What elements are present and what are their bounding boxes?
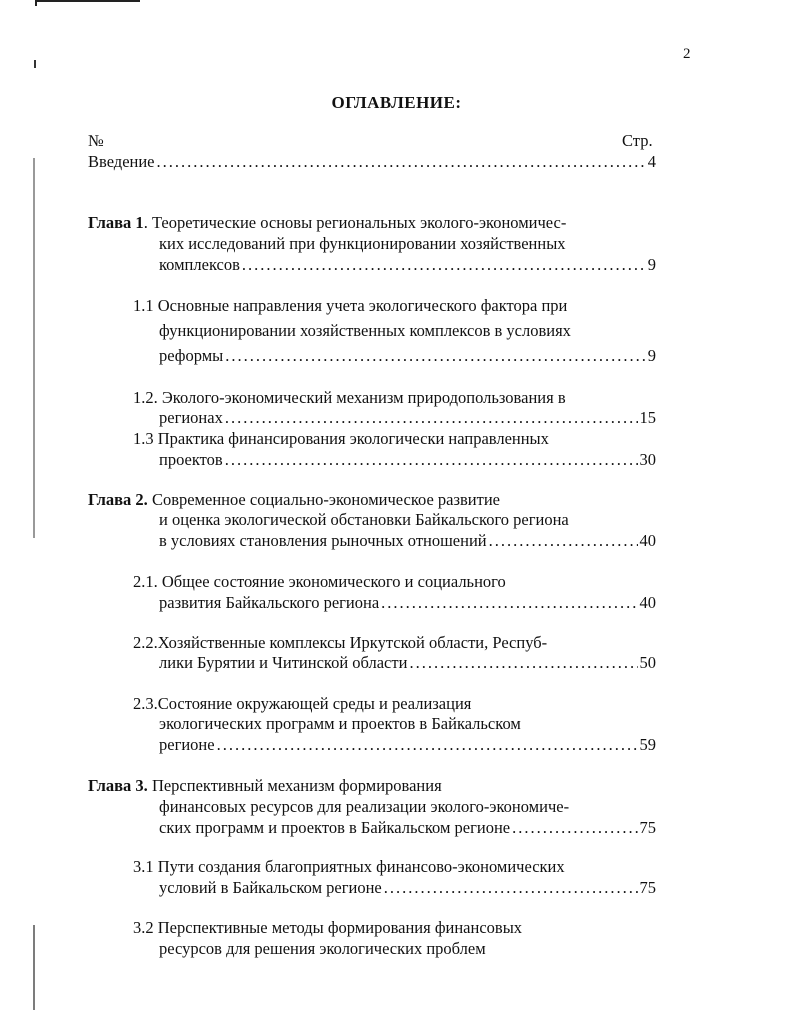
toc-chapter-3-line-2: финансовых ресурсов для реализации эколого-экономиче-: [159, 797, 570, 816]
leader-dots: [384, 878, 638, 898]
leader-dots: [225, 450, 638, 470]
scan-edge-line: [35, 0, 140, 2]
leader-dots: [157, 152, 646, 172]
toc-page-number: 15: [639, 408, 656, 427]
toc-section-1-3: 1.3 Практика финансирования экологически направленных: [133, 429, 549, 448]
toc-section-2-3-line-2: экологических программ и проектов в Байкальском: [159, 714, 521, 733]
toc-section-2-1-line-2: развития Байкальского региона ..... 40: [159, 593, 656, 613]
toc-chapter-1-title: Глава 1. Теоретические основы региональных эколого-экономичес-: [88, 213, 567, 232]
leader-dots: [489, 531, 638, 551]
toc-chapter-1-line-2: ких исследований при функционировании хозяйственных: [159, 234, 566, 253]
scan-binding-shadow: [33, 925, 35, 1010]
toc-section-2-2-line-2: лики Бурятии и Читинской области ..... 50: [159, 653, 656, 673]
toc-page-number: 75: [639, 878, 656, 897]
toc-entry-intro: [88, 152, 656, 172]
leader-dots: [225, 346, 646, 366]
leader-dots: [409, 653, 637, 673]
toc-section-2-3: 2.3.Состояние окружающей среды и реализация: [133, 694, 472, 713]
toc-page-number: 50: [639, 653, 656, 672]
leader-dots: [512, 818, 637, 838]
toc-chapter-2-title: Глава 2. Современное социально-экономическое развитие: [88, 490, 500, 509]
toc-page-number: 59: [639, 735, 656, 754]
leader-dots: [225, 408, 638, 428]
toc-section-1-1-line-3: реформы ..... 9: [159, 346, 656, 366]
toc-page-number: 4: [647, 152, 656, 171]
toc-section-3-2: 3.2 Перспективные методы формирования финансовых: [133, 918, 523, 937]
toc-page-number: 30: [639, 450, 656, 469]
column-header-page: Стр.: [622, 131, 653, 150]
toc-page-number: 9: [647, 255, 656, 274]
leader-dots: [242, 255, 646, 275]
scan-edge-mark: [34, 60, 36, 68]
toc-section-1-2-line-2: регионах ..... 15: [159, 408, 656, 428]
chapter-number: Глава 3.: [88, 776, 148, 795]
toc-section-3-1-line-2: условий в Байкальском регионе ..... 75: [159, 878, 656, 898]
column-header-number: №: [88, 131, 104, 150]
toc-page-number: 40: [639, 531, 656, 550]
toc-chapter-2-line-3: в условиях становления рыночных отношений ..... 40: [159, 531, 656, 551]
toc-page-number: 75: [639, 818, 656, 837]
scan-edge-mark: [35, 0, 37, 6]
toc-chapter-2-line-2: и оценка экологической обстановки Байкальского региона: [159, 510, 569, 529]
page-title: ОГЛАВЛЕНИЕ:: [331, 93, 462, 112]
toc-section-3-2-line-2: ресурсов для решения экологических проблем: [159, 939, 486, 958]
toc-section-2-1: 2.1. Общее состояние экономического и социального: [133, 572, 506, 591]
leader-dots: [381, 593, 637, 613]
toc-chapter-3-line-3: ских программ и проектов в Байкальском регионе ..... 75: [159, 818, 656, 838]
toc-page-number: 9: [647, 346, 656, 365]
toc-section-1-2: 1.2. Эколого-экономический механизм природопользования в: [133, 388, 566, 407]
toc-section-3-1: 3.1 Пути создания благоприятных финансово-экономических: [133, 857, 565, 876]
toc-section-1-1: 1.1 Основные направления учета экологического фактора при: [133, 296, 568, 315]
toc-chapter-1-line-3: комплексов ..... 9: [159, 255, 656, 275]
toc-section-1-3-line-2: проектов ..... 30: [159, 450, 656, 470]
page-number: 2: [683, 46, 691, 62]
toc-entry-label: Введение: [88, 152, 155, 171]
toc-chapter-3-title: Глава 3. Перспективный механизм формирования: [88, 776, 442, 795]
toc-section-2-3-line-3: регионе ..... 59: [159, 735, 656, 755]
chapter-number: Глава 2.: [88, 490, 148, 509]
toc-section-2-2: 2.2.Хозяйственные комплексы Иркутской области, Респуб-: [133, 633, 548, 652]
leader-dots: [217, 735, 638, 755]
chapter-number: Глава 1: [88, 213, 144, 232]
scan-binding-shadow: [33, 158, 35, 538]
toc-page-number: 40: [639, 593, 656, 612]
toc-section-1-1-line-2: функционировании хозяйственных комплексов в условиях: [159, 321, 571, 340]
